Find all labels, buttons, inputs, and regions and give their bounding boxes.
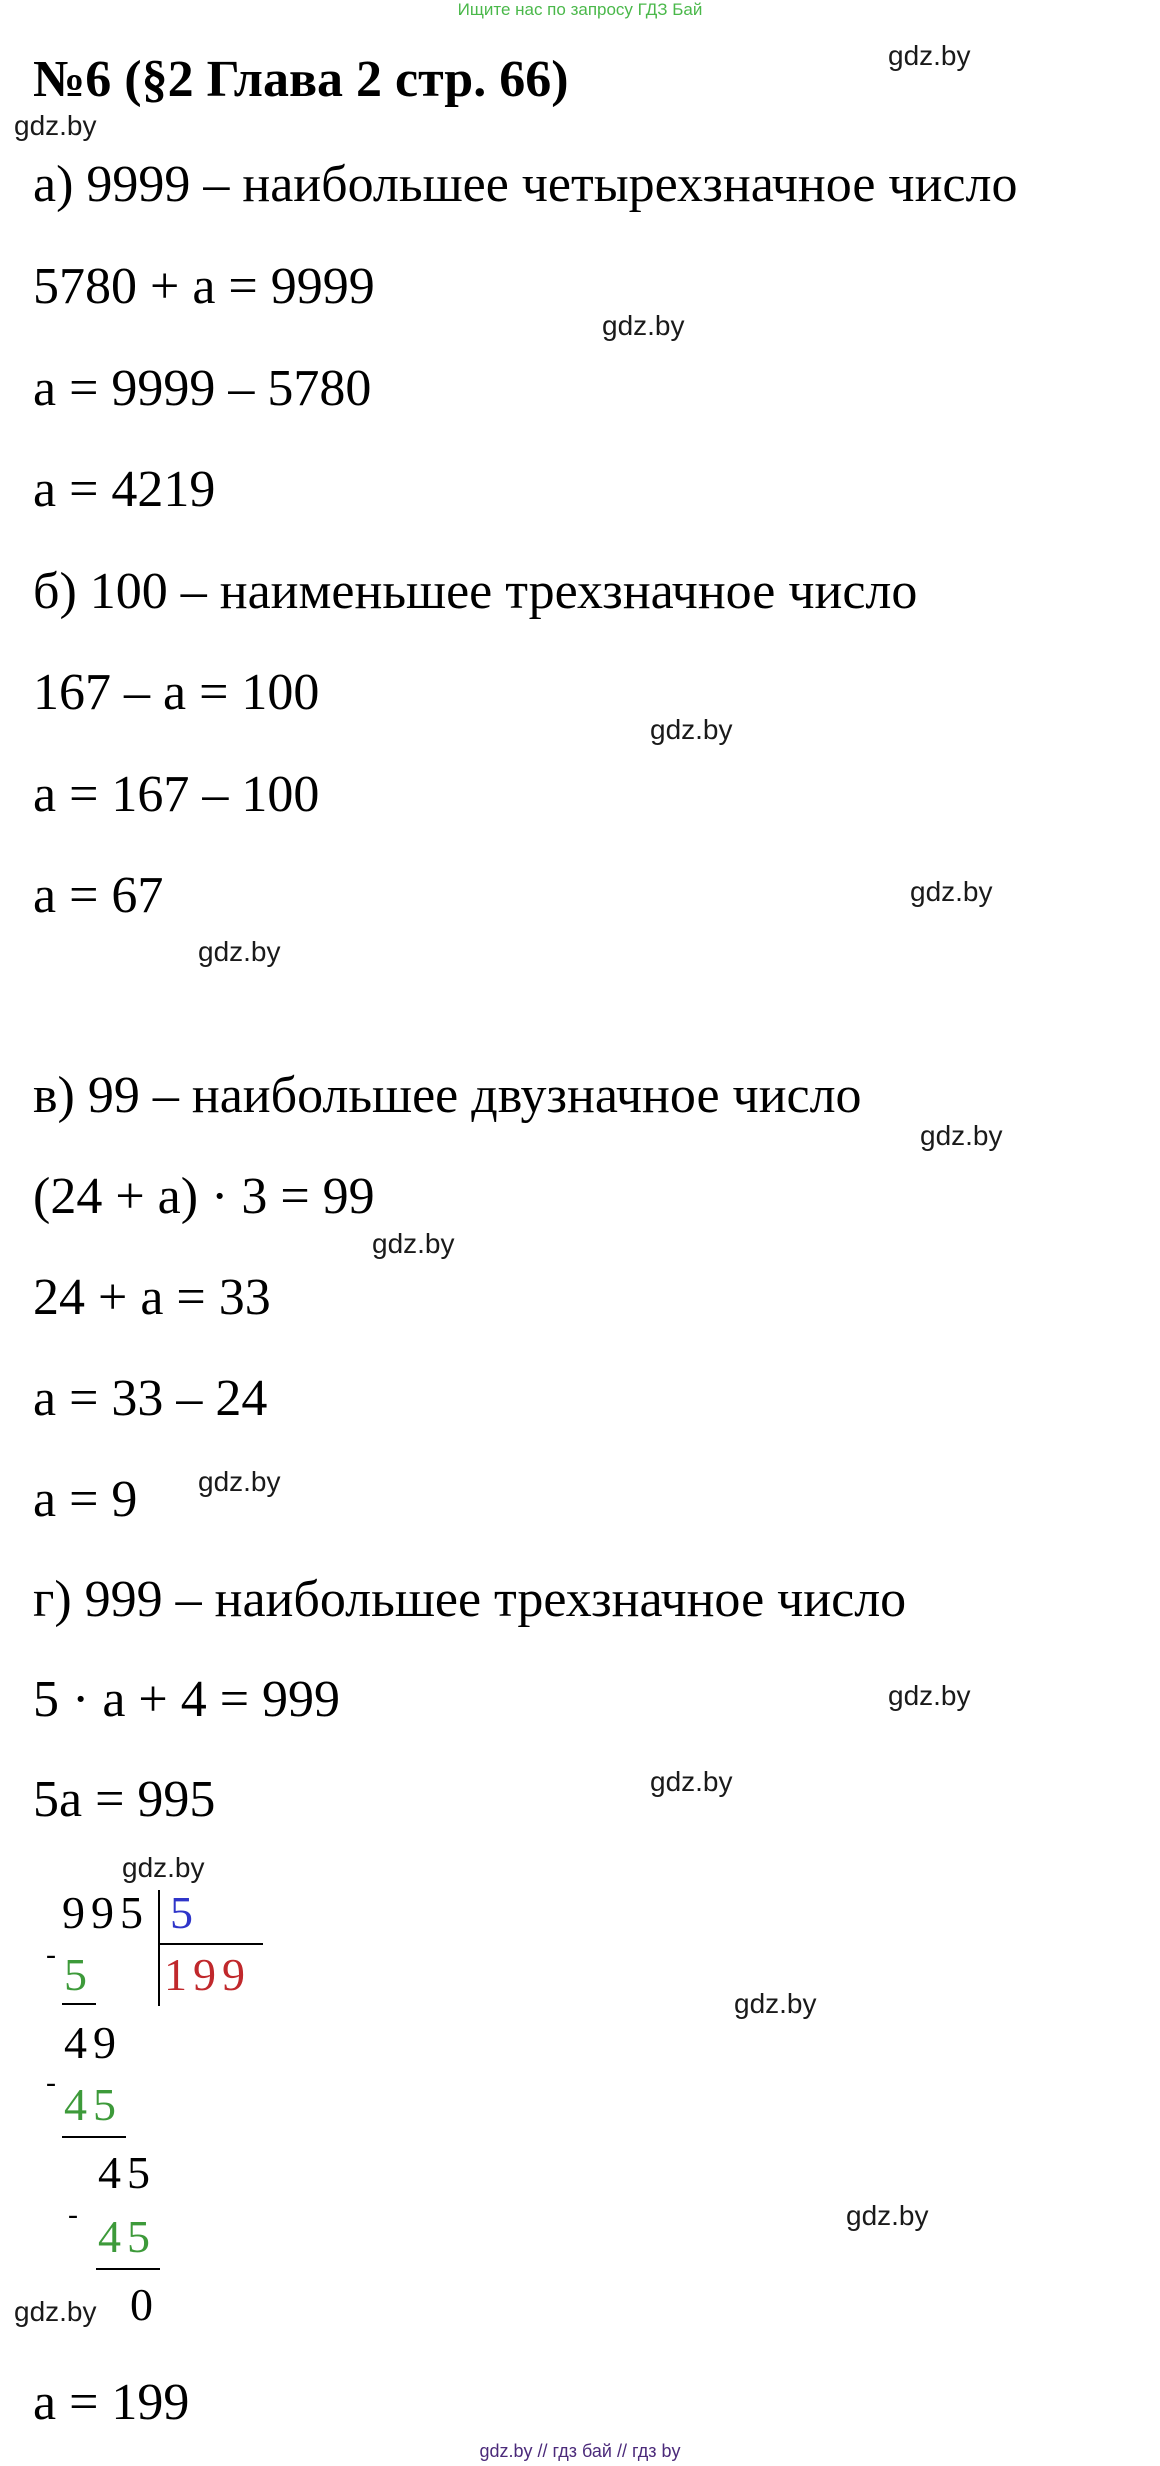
line-v-equation: (24 + а) · 3 = 99 [33, 1168, 375, 1225]
watermark: gdz.by [372, 1228, 455, 1259]
page-title: №6 (§2 Глава 2 стр. 66) [33, 51, 569, 108]
division-minus-2: - [46, 2066, 56, 2099]
line-v-statement: в) 99 – наибольшее двузначное число [33, 1067, 862, 1124]
line-b-statement: б) 100 – наименьшее трехзначное число [33, 563, 918, 620]
division-step-5: 45 [98, 2211, 156, 2262]
watermark: gdz.by [650, 1766, 733, 1797]
watermark: gdz.by [920, 1120, 1003, 1151]
watermark: gdz.by [888, 40, 971, 71]
division-step-1: 5 [64, 1949, 93, 2000]
division-quotient: 199 [164, 1949, 251, 2000]
watermark: gdz.by [122, 1852, 205, 1883]
watermark: gdz.by [650, 714, 733, 745]
line-v-answer: а = 9 [33, 1471, 138, 1528]
division-step-4: 45 [98, 2147, 156, 2198]
division-dividend: 995 [62, 1887, 149, 1938]
line-g-step: 5а = 995 [33, 1771, 216, 1828]
division-bar-horizontal [158, 1943, 263, 1945]
line-g-statement: г) 999 – наибольшее трехзначное число [33, 1571, 907, 1628]
line-b-answer: а = 67 [33, 867, 164, 924]
line-a-equation: 5780 + а = 9999 [33, 258, 375, 315]
division-underline-1 [62, 2003, 96, 2005]
line-v-step1: 24 + а = 33 [33, 1269, 271, 1326]
division-step-3: 45 [64, 2079, 122, 2130]
line-g-answer: а = 199 [33, 2374, 190, 2431]
line-g-equation: 5 · а + 4 = 999 [33, 1671, 341, 1728]
line-b-step: а = 167 – 100 [33, 766, 320, 823]
division-step-2: 49 [64, 2017, 122, 2068]
division-underline-3 [96, 2268, 160, 2270]
line-b-equation: 167 – а = 100 [33, 664, 320, 721]
watermark: gdz.by [198, 936, 281, 967]
line-v-step2: а = 33 – 24 [33, 1370, 268, 1427]
watermark: gdz.by [14, 2296, 97, 2327]
division-underline-2 [62, 2136, 126, 2138]
division-minus-1: - [46, 1938, 56, 1971]
line-a-step: а = 9999 – 5780 [33, 360, 372, 417]
division-minus-3: - [68, 2198, 78, 2231]
watermark: gdz.by [602, 310, 685, 341]
division-remainder: 0 [130, 2279, 159, 2330]
watermark: gdz.by [734, 1988, 817, 2019]
line-a-answer: а = 4219 [33, 461, 216, 518]
watermark: gdz.by [910, 876, 993, 907]
line-a-statement: а) 9999 – наибольшее четырехзначное число [33, 156, 1018, 213]
division-divisor: 5 [170, 1887, 199, 1938]
watermark: gdz.by [888, 1680, 971, 1711]
watermark: gdz.by [14, 110, 97, 141]
top-banner[interactable]: Ищите нас по запросу ГДЗ Бай [457, 0, 703, 19]
watermark: gdz.by [198, 1466, 281, 1497]
watermark: gdz.by [846, 2200, 929, 2231]
footer[interactable]: gdz.by // гдз бай // гдз by [479, 2441, 681, 2461]
division-bar-vertical [158, 1890, 160, 2006]
